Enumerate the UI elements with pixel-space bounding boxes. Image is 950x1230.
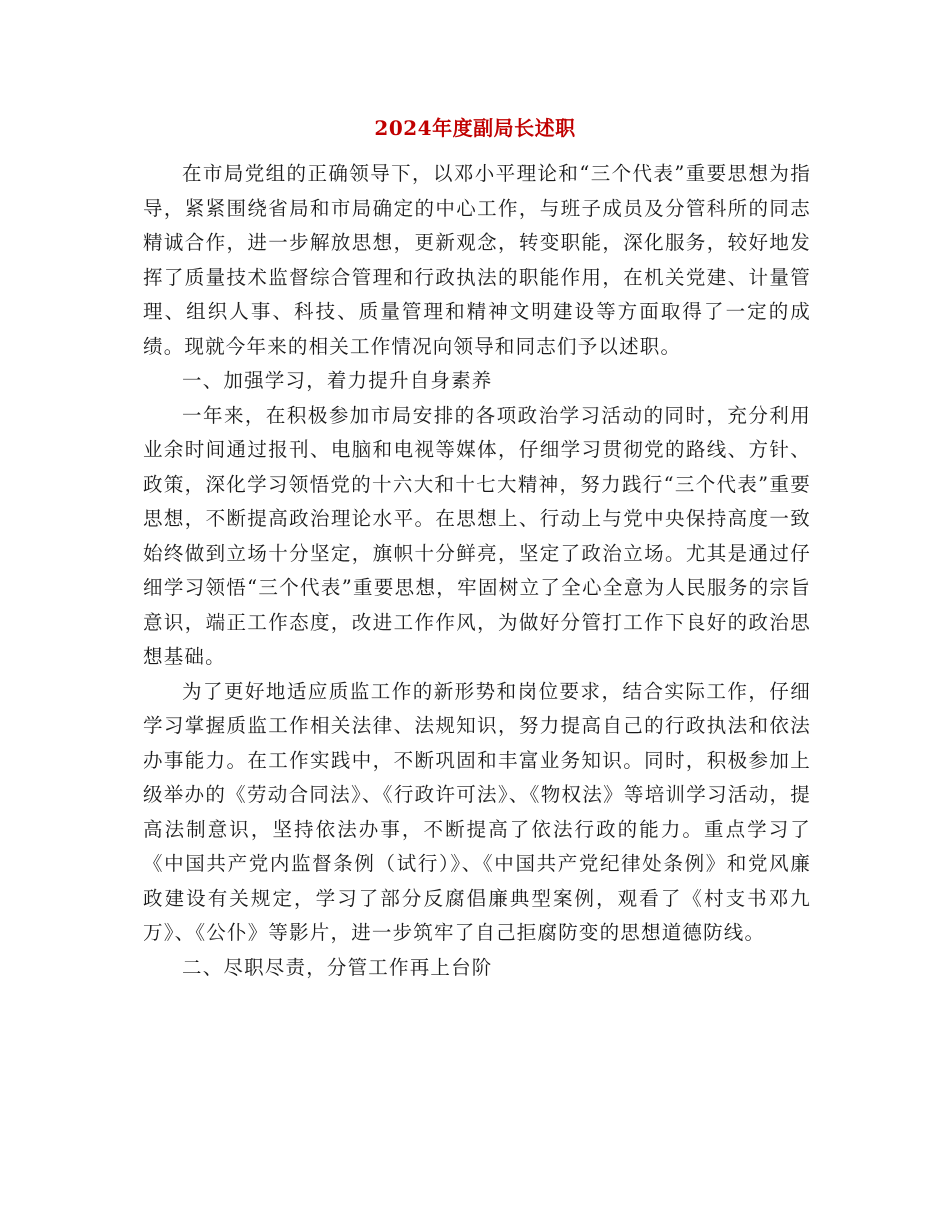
section-heading-2: 二、尽职尽责，分管工作再上台阶	[182, 955, 493, 979]
paragraph-study-law: 为了更好地适应质监工作的新形势和岗位要求，结合实际工作，仔细学习掌握质监工作相关法律、法规知识，努力提高自己的行政执法和依法办事能力。在工作实践中，不断巩固和丰富业务知识。同时，积极参加上级举办的《劳动合同法》、《行政许可法》、《物权法》等培训学习活动，提高法制意识，坚持依法办事，不断提高了依法行政的能力。重点学习了《中国共产党内监督条例（试行）》、《中国共产党纪律处条例》和党风廉政建设有关规定，学习了部分反腐倡廉典型案例，观看了《村支书邓九万》、《公仆》等影片，进一步筑牢了自己拒腐防变的思想道德防线。	[143, 679, 811, 944]
document-body	[143, 157, 811, 985]
paragraph-intro: 在市局党组的正确领导下，以邓小平理论和“三个代表”重要思想为指导，紧紧围绕省局和市局确定的中心工作，与班子成员及分管科所的同志精诚合作，进一步解放思想，更新观念，转变职能，深化服务，较好地发挥了质量技术监督综合管理和行政执法的职能作用，在机关党建、计量管理、组织人事、科技、质量管理和精神文明建设等方面取得了一定的成绩。现就今年来的相关工作情况向领导和同志们予以述职。	[143, 162, 811, 358]
document-title: 2024年度副局长述职	[374, 116, 576, 140]
section-heading-1: 一、加强学习，着力提升自身素养	[182, 369, 493, 392]
paragraph-study-politics: 一年来，在积极参加市局安排的各项政治学习活动的同时，充分利用业余时间通过报刊、电脑和电视等媒体，仔细学习贯彻党的路线、方针、政策，深化学习领悟党的十六大和十七大精神，努力践行“三个代表”重要思想，不断提高政治理论水平。在思想上、行动上与党中央保持高度一致始终做到立场十分坚定，旗帜十分鲜亮，坚定了政治立场。尤其是通过仔细学习领悟“三个代表”重要思想，牢固树立了全心全意为人民服务的宗旨意识，端正工作态度，改进工作作风，为做好分管打工作下良好的政治思想基础。	[143, 403, 811, 668]
